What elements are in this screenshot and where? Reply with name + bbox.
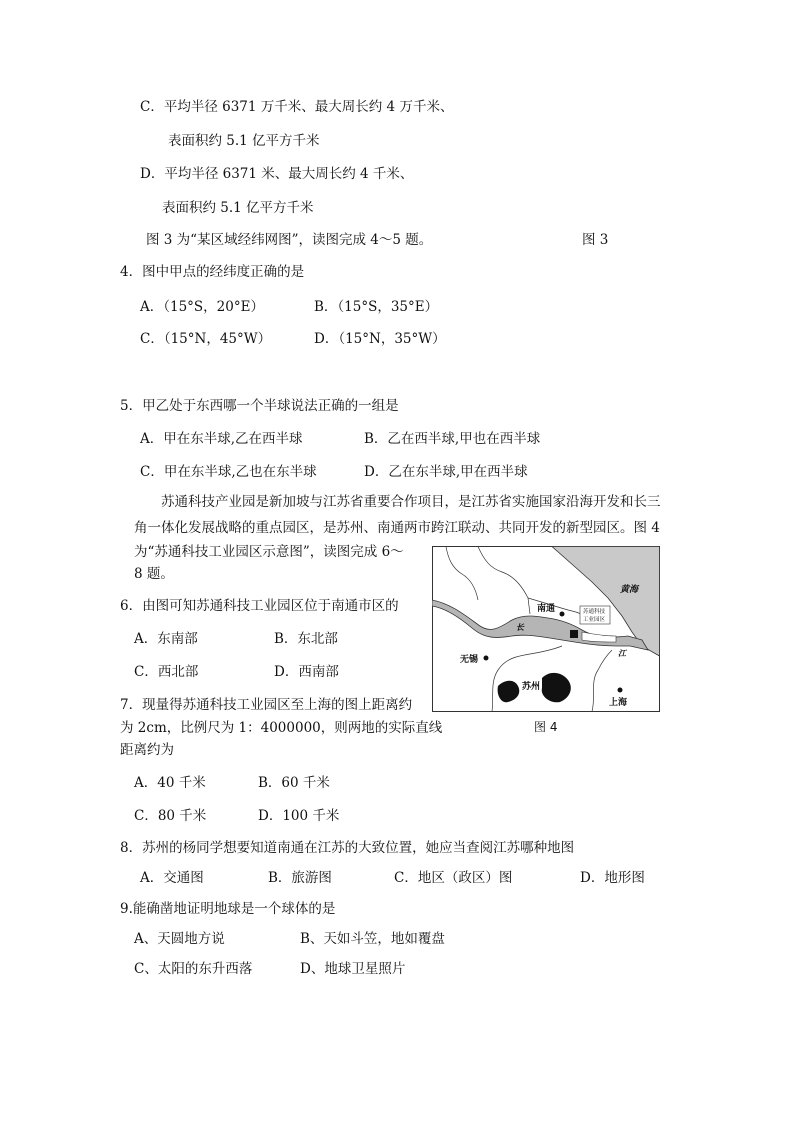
park-label-line2: 工业园区 <box>583 617 606 623</box>
fig4-intro-paragraph: 苏通科技产业园是新加坡与江苏省重要合作项目，是江苏省实施国家沿海开发和长三角一体化发展战略的重点园区，是苏州、南通两市跨江联动、共同开发的新型园区。图 4 <box>134 494 661 536</box>
q4-option-b: B．（15°S，35°E） <box>314 299 439 315</box>
q5-option-d: D．乙在东半球,甲在西半球 <box>364 464 528 480</box>
q9-option-d: D、地球卫星照片 <box>300 961 406 977</box>
fig3-intro: 图 3 为“某区域经纬网图”，读图完成 4～5 题。 <box>146 232 433 248</box>
q4-option-d: D．（15°N，35°W） <box>314 331 446 347</box>
q5-option-b: B．乙在西半球,甲也在西半球 <box>364 431 541 447</box>
q7-option-a: A．40 千米 <box>134 775 206 791</box>
q5-stem: 5．甲乙处于东西哪一个半球说法正确的一组是 <box>120 398 399 414</box>
q6-option-c: C．西北部 <box>134 664 199 680</box>
q8-option-b: B．旅游图 <box>268 870 332 886</box>
q7-option-c: C．80 千米 <box>134 808 207 824</box>
q8-option-d: D．地形图 <box>580 870 645 886</box>
suzhou-nantong-park-map <box>432 546 660 712</box>
q8-stem: 8．苏州的杨同学想要知道南通在江苏的大致位置，她应当查阅江苏哪种地图 <box>120 840 575 856</box>
fig4-intro-tail-1: 为“苏通科技工业园区示意图”，读图完成 6～ <box>134 544 404 560</box>
q6-option-b: B．东北部 <box>274 631 338 647</box>
q7-option-d: D．100 千米 <box>258 808 340 824</box>
q3-option-c-line2: 表面积约 5.1 亿平方千米 <box>168 133 320 149</box>
nantong-dot <box>560 612 565 617</box>
q7-stem-line2: 为 2cm，比例尺为 1：4000000，则两地的实际直线 <box>120 720 443 736</box>
nantong-label: 南通 <box>537 604 556 614</box>
q3-option-c-line1: C．平均半径 6371 万千米、最大周长约 4 万千米、 <box>140 99 454 115</box>
q9-option-a: A、天圆地方说 <box>134 931 225 947</box>
fig4-intro-tail-2: 8 题。 <box>134 566 174 582</box>
q8-option-c: C．地区（政区）图 <box>394 870 513 886</box>
q3-option-d-line1: D．平均半径 6371 米、最大周长约 4 千米、 <box>140 166 414 182</box>
river-label-1: 长 <box>516 623 524 632</box>
park-marker <box>570 630 578 638</box>
suzhou-label: 苏州 <box>522 682 541 692</box>
q9-stem: 9.能确凿地证明地球是一个球体的是 <box>120 901 336 917</box>
q6-stem: 6．由图可知苏通科技工业园区位于南通市区的 <box>120 598 399 614</box>
wuxi-dot <box>484 656 489 661</box>
shanghai-dot <box>618 688 623 693</box>
q5-option-c: C．甲在东半球,乙也在东半球 <box>140 464 317 480</box>
park-label-line1: 苏通科技 <box>583 609 606 615</box>
q4-stem: 4．图中甲点的经纬度正确的是 <box>120 264 305 280</box>
q7-stem-line1: 7．现量得苏通科技工业园区至上海的图上距离约 <box>120 697 413 713</box>
q8-option-a: A．交通图 <box>140 870 204 886</box>
map-svg <box>432 546 660 712</box>
river-label-2: 江 <box>618 649 626 658</box>
suzhou-dot <box>542 684 546 688</box>
fig4-caption: 图 4 <box>534 720 558 734</box>
q9-option-b: B、天如斗笠，地如覆盘 <box>300 931 445 947</box>
q7-option-b: B．60 千米 <box>258 775 330 791</box>
shanghai-label: 上海 <box>609 698 628 708</box>
q4-option-c: C．（15°N，45°W） <box>140 331 272 347</box>
fig3-label: 图 3 <box>582 232 609 248</box>
q7-stem-line3: 距离约为 <box>120 742 174 758</box>
q3-option-d-line2: 表面积约 5.1 亿平方千米 <box>162 200 314 216</box>
q9-option-c: C、太阳的东升西落 <box>134 961 253 977</box>
q6-option-d: D．西南部 <box>274 664 339 680</box>
yellow-sea-label: 黄海 <box>620 585 639 595</box>
q6-option-a: A．东南部 <box>134 631 198 647</box>
wuxi-label: 无锡 <box>460 655 479 665</box>
q4-option-a: A．（15°S，20°E） <box>140 299 264 315</box>
q5-option-a: A．甲在东半球,乙在西半球 <box>140 431 303 447</box>
